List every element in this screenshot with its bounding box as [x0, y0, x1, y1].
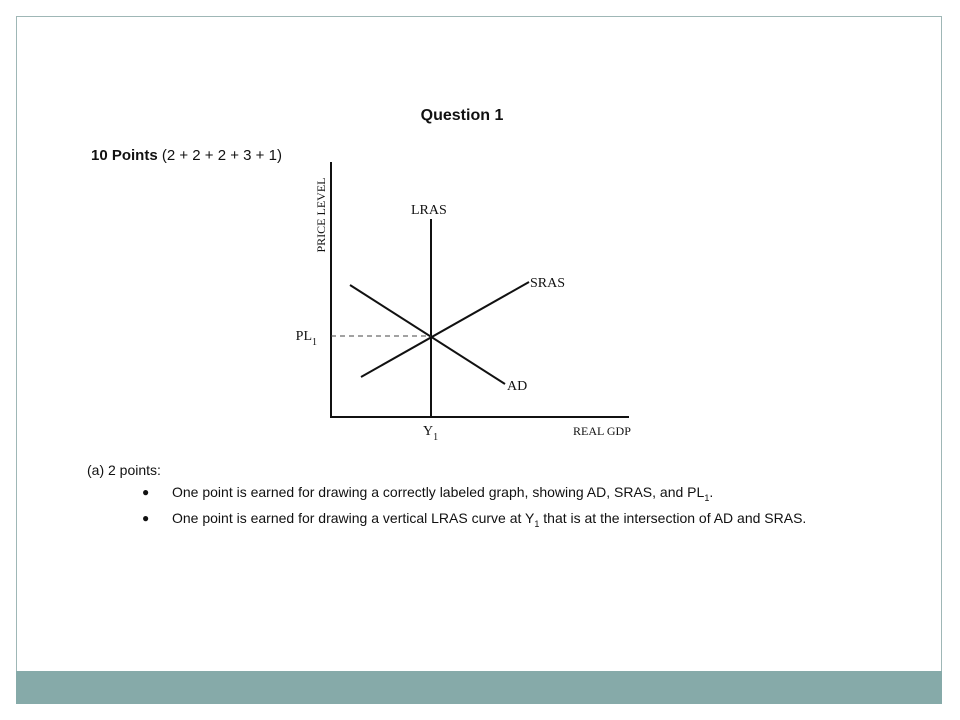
scoring-bullet: ● One point is earned for drawing a vertical LRAS curve at $Y_1$ that is at the intersection of AD and SRAS.	[142, 509, 807, 529]
sras-label: SRAS	[530, 276, 566, 291]
sras-curve	[361, 282, 529, 377]
points-breakdown: (2 + 2 + 2 + 3 + 1)	[161, 147, 282, 164]
scoring-bullets	[142, 482, 842, 534]
question-title: Question 1	[420, 107, 504, 124]
y-axis-label: PRICE LEVEL	[314, 177, 328, 253]
slide-frame	[16, 16, 942, 704]
part-a-heading: (a) 2 points:	[87, 462, 161, 478]
points-summary	[91, 147, 282, 164]
ad-label: AD	[507, 379, 528, 394]
ad-as-graph	[287, 147, 667, 447]
lras-label: LRAS	[411, 203, 447, 218]
pl1-label: $PL_1$	[295, 329, 317, 348]
bullet-dot: ●	[142, 510, 150, 525]
bullet-dot: ●	[142, 485, 150, 499]
points-label: 10 Points	[91, 147, 158, 164]
y1-label: $Y_1$	[423, 424, 439, 443]
footer-band	[16, 671, 942, 704]
scoring-bullet: ● One point is earned for drawing a correctly labeled graph, showing AD, SRAS, and $PL_1$.	[142, 484, 714, 503]
x-axis-label: REAL GDP	[573, 424, 631, 438]
